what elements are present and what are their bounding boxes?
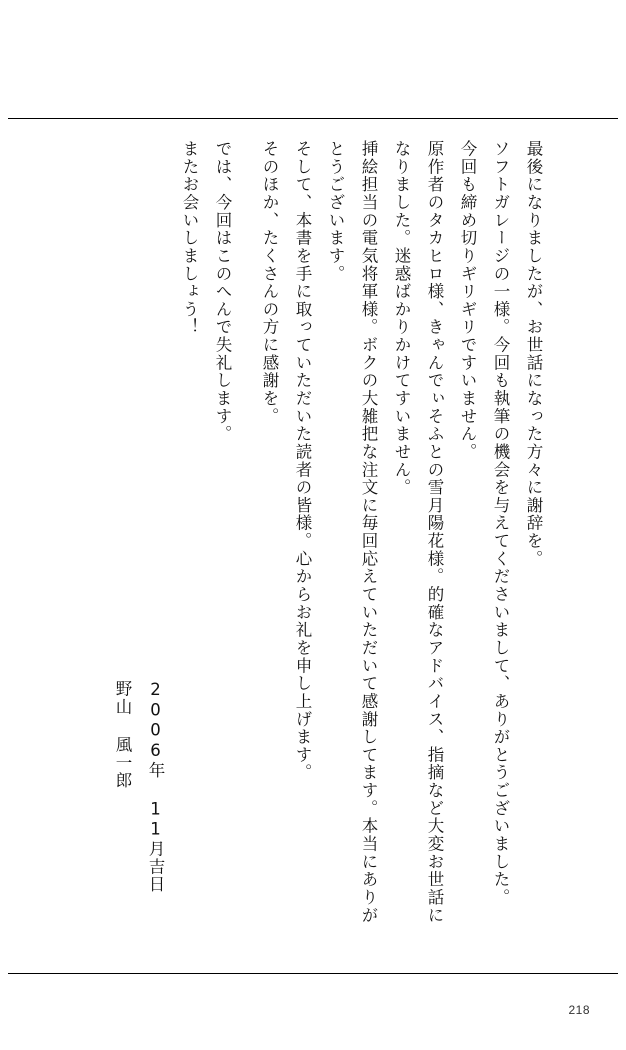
signature-author: 野山 風一郎 — [113, 680, 132, 790]
signature-date: 2006年 11月吉日 — [146, 680, 165, 894]
afterword-line-6: そして、本書を手に取っていただいた読者の皆様。心からお礼を申し上げます。 — [293, 140, 312, 782]
afterword-line-4: 原作者のタカヒロ様、きゃんでぃそふとの雪月陽花様。的確なアドバイス、指摘など大変お世話になりました。迷惑ばかりかけてすいません。 — [392, 140, 444, 925]
page-number: 218 — [568, 1003, 590, 1017]
column-gap — [239, 140, 253, 940]
bottom-rule — [8, 973, 618, 974]
afterword-line-7: そのほか、たくさんの方に感謝を。 — [260, 140, 279, 426]
afterword-line-8: では、今回はこのへんで失礼します。 — [213, 140, 232, 443]
top-rule — [8, 118, 618, 119]
afterword-line-1: 最後になりましたが、お世話になった方々に謝辞を。 — [524, 140, 543, 568]
afterword-line-5: 挿絵担当の電気将軍様。ボクの大雑把な注文に毎回応えていただいて感謝してます。本当にありがとうございます。 — [326, 140, 378, 925]
afterword-line-2: ソフトガレージの一様。今回も執筆の機会を与えてくださいまして、ありがとうございました。 — [491, 140, 510, 907]
afterword-line-9: またお会いしましょう！ — [180, 140, 199, 337]
afterword-line-3: 今回も締め切りギリギリですいません。 — [458, 140, 477, 461]
afterword-text-block — [173, 140, 550, 940]
signature-block — [96, 680, 172, 910]
